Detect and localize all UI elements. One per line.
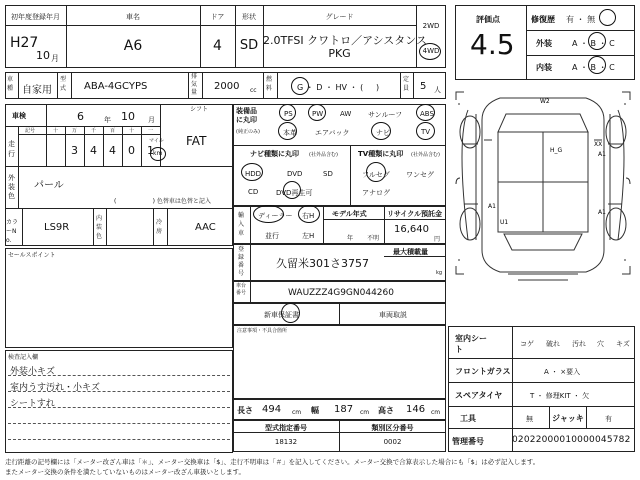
car-name: A6: [123, 38, 143, 54]
eq-pw: PW: [312, 110, 324, 118]
chassis-label: 車台番号: [236, 283, 247, 296]
recycle-unit: 円: [434, 236, 441, 243]
eq-tv: TV: [421, 128, 431, 136]
mileage-unit-header: 百: [109, 128, 115, 134]
mileage-digit: 3: [71, 144, 78, 157]
nav-sd: SD: [323, 170, 333, 178]
eq-ps-circle: [279, 104, 296, 121]
capacity-unit: 人: [434, 86, 441, 94]
mileage-digit: 1: [147, 144, 154, 157]
grade-label: グレード: [325, 13, 354, 21]
diagram-mark-a1-b: A1: [488, 203, 496, 210]
spare-tire-label: スペアタイヤ: [455, 391, 503, 400]
nav-hdd: HDD: [245, 170, 262, 178]
tv-type-note: (社外品含む): [411, 152, 440, 158]
mileage-note-label: 記号: [25, 128, 36, 134]
first-reg-label: 初年度登録年月: [11, 13, 60, 21]
doors: 4: [213, 38, 222, 54]
eq-sunroof: サンルーフ: [368, 111, 403, 119]
diagram-mark-u1: U1: [500, 219, 509, 226]
eq-abs: ABS: [420, 110, 434, 118]
import-right: 右H: [302, 212, 315, 220]
seat-label: 室内シート: [455, 334, 487, 354]
nav-dvd: DVD: [287, 170, 303, 178]
mileage-unit-header: 十: [52, 128, 58, 134]
nav-type-note: (社外品含む): [309, 152, 338, 158]
eq-tv-circle: [416, 122, 435, 140]
notes-label: 注意事項・不具合箇所: [237, 328, 288, 334]
exterior-color-label: 外装色: [8, 174, 15, 200]
first-reg-month-unit: 月: [51, 54, 59, 63]
sales-point-label: セールスポイント: [8, 252, 56, 259]
model-year-unit: 年: [347, 235, 354, 242]
car-name-label: 車名: [126, 13, 140, 21]
height-label: 高さ: [378, 406, 394, 415]
mileage-unit-header: 千: [90, 128, 96, 134]
shift: FAT: [186, 134, 207, 148]
grade-line2: PKG: [328, 47, 351, 60]
nav-type-label: ナビ種類に丸印: [250, 150, 299, 158]
class-label: 類別区分番号: [371, 424, 414, 432]
eq-leather-circle: [278, 122, 297, 140]
warranty-record: 車両取説: [379, 311, 407, 319]
max-load-unit: kg: [436, 270, 443, 276]
height-unit: cm: [431, 409, 441, 416]
recycle-value: 16,640: [394, 224, 429, 235]
eq-airbag: エアバック: [315, 129, 350, 137]
usage: 自家用: [22, 85, 52, 96]
fuel-label: 燃料: [266, 76, 273, 92]
eq-leather: 本革: [283, 129, 297, 137]
ac: AAC: [195, 222, 216, 233]
2wd-label: 2WD: [422, 22, 440, 30]
registration-value: 久留米301さ3757: [276, 257, 369, 270]
nav-dvd-play-circle: [283, 181, 301, 199]
model-year-label: モデル年式: [332, 210, 367, 218]
capacity: 5: [420, 81, 427, 92]
designation-label: 型式指定番号: [265, 424, 307, 432]
shape: SD: [239, 38, 259, 53]
designation-value: 18132: [274, 438, 298, 446]
eq-navi: ナビ: [376, 129, 390, 137]
import-left: 左H: [302, 232, 315, 240]
notes-box: [233, 325, 446, 399]
interior-b-circle: [588, 56, 606, 74]
inspection-month-unit: 月: [148, 116, 155, 124]
nav-hdd-circle: [241, 163, 263, 181]
length-label: 長さ: [237, 406, 253, 415]
interior-grade-options: A ・ B ・ C: [572, 63, 615, 72]
tools-value: 無: [526, 415, 533, 423]
color-no: LS9R: [44, 222, 70, 233]
class-value: 0002: [383, 438, 402, 446]
capacity-label: 定員: [403, 76, 410, 92]
mileage-digit: 4: [90, 144, 97, 157]
score-value: 4.5: [470, 28, 515, 61]
seat-item-5: キズ: [616, 340, 630, 348]
front-glass-options: A ・ ×要入: [544, 368, 581, 376]
import-right-circle: [298, 205, 320, 223]
equipment-sublabel: (純正のみ): [236, 129, 260, 135]
score-label: 評価点: [476, 15, 500, 24]
registration-label: 登録番号: [238, 246, 245, 277]
shift-label: シフト: [190, 106, 209, 113]
inspection-year: 6: [77, 110, 84, 123]
cc-unit: cc: [250, 87, 257, 94]
interior-grade-label: 内装: [536, 63, 552, 72]
tv-fullseg: フルセグ: [362, 171, 390, 179]
seat-item-3: 汚れ: [572, 340, 586, 348]
tv-type-label: TV種類に丸印: [358, 150, 404, 158]
equipment-label: 装備品に丸印: [236, 107, 257, 124]
mile-label: マイル: [149, 138, 164, 144]
door-label: ドア: [210, 13, 225, 21]
width-unit: cm: [360, 409, 370, 416]
length-unit: cm: [292, 409, 302, 416]
width-label: 幅: [311, 406, 319, 415]
shape-label: 形状: [242, 13, 256, 21]
import-parallel: 並行: [265, 232, 279, 240]
chassis-value: WAUZZZ4G9GN044260: [288, 288, 394, 298]
footer-line-2: またメーター交換の条件を満たしていないものはメーター改ざん車扱いとします。: [5, 468, 245, 476]
repair-label: 修復歴: [531, 15, 555, 24]
diagram-mark-a1-a: A1: [598, 151, 606, 158]
color-change-note: ( ) 色替車は色替と記入: [114, 198, 211, 205]
first-reg-month: 10: [36, 49, 50, 62]
exterior-grade-options: A ・ B ・ C: [572, 39, 615, 48]
width: 187: [334, 404, 354, 415]
tv-fullseg-circle: [366, 162, 386, 182]
color-no-label: カラーNo.: [6, 219, 19, 244]
inspection-label: 車検: [12, 112, 26, 120]
mileage-label: 走行: [8, 140, 15, 158]
mileage-digit: 4: [109, 144, 116, 157]
seat-item-2: 破れ: [546, 340, 560, 348]
km-label: km: [153, 150, 163, 157]
fuel-g-circle: [291, 77, 309, 95]
diagram-mark-hg: H_G: [550, 147, 563, 154]
seat-item-1: コゲ: [520, 340, 534, 348]
mileage-unit-header: 万: [71, 128, 77, 134]
jack-label: ジャッキ: [552, 414, 584, 423]
mileage-unit-header: 一: [147, 128, 153, 134]
eq-navi-circle: [371, 122, 391, 140]
model-year-unknown: 不明: [367, 235, 380, 242]
fuel-options: G ・ D ・ HV ・ ( ): [297, 83, 380, 92]
jack-value: 有: [605, 415, 612, 423]
management-label: 管理番号: [452, 437, 484, 446]
ac-label: 冷房: [156, 219, 163, 235]
car-diagram: [448, 84, 638, 324]
import-label: 輸入車: [238, 212, 245, 237]
cc-label: 排気量: [191, 73, 198, 96]
sales-point-box: [5, 248, 233, 348]
type: ABA-4GCYPS: [84, 81, 148, 92]
diagram-mark-xx: XX: [594, 141, 603, 148]
length: 494: [262, 404, 282, 415]
first-reg-year: H27: [10, 35, 39, 51]
exterior-grade-label: 外装: [536, 39, 552, 48]
warranty-book: 新車保証書: [264, 311, 299, 319]
tv-analog: アナログ: [362, 189, 390, 197]
warranty-circle: [281, 303, 300, 323]
management-value: 02022000010000045782: [512, 435, 631, 445]
footer-line-1: 走行距離の記号欄には「メーター改ざん車は「＊」、メーター交換車は「$」、走行不明車は「＃」を記入してください。メーター交換で合算表示した場合にも「$」は必ず記入します。: [5, 458, 540, 466]
tools-label: 工具: [460, 414, 476, 423]
inspection-month: 10: [121, 110, 135, 123]
eq-ps: PS: [284, 110, 293, 118]
inspector-note-3: シートすれ: [10, 399, 55, 409]
front-glass-label: フロントガラス: [455, 367, 511, 376]
nav-dvd-play: DVD再生可: [276, 189, 313, 197]
mileage-digit: 0: [128, 144, 135, 157]
4wd-value: 4WD: [422, 47, 440, 55]
inspection-year-unit: 年: [104, 116, 111, 124]
eq-abs-circle: [416, 104, 435, 121]
seat-item-4: 穴: [597, 340, 604, 348]
spare-tire-options: T ・ 修理KIT ・ 欠: [530, 392, 590, 400]
repair-options: 有 ・ 無: [566, 15, 596, 24]
nav-cd: CD: [248, 188, 259, 196]
recycle-label: リサイクル預託金: [387, 210, 443, 218]
interior-color-label: 内装色: [96, 215, 103, 240]
diagram-mark-a1-c: A1: [598, 209, 606, 216]
inspector-note-2: 室内うす汚れ・小キズ: [10, 383, 100, 393]
tv-oneseg: ワンセグ: [406, 171, 434, 179]
diagram-mark-w2: W2: [540, 98, 550, 105]
inspector-notes-label: 検査記入欄: [8, 354, 39, 361]
cc: 2000: [214, 81, 240, 92]
import-dealer: ディーラー: [258, 212, 293, 220]
height: 146: [406, 404, 426, 415]
repair-none-circle: [599, 9, 616, 26]
eq-pw-circle: [308, 104, 326, 121]
max-load-label: 最大積載量: [393, 248, 428, 256]
exterior-color: パール: [34, 180, 64, 191]
eq-aw: AW: [340, 110, 352, 118]
exterior-b-circle: [588, 32, 606, 50]
mileage-unit-header: 十: [128, 128, 134, 134]
grade-line1: 2.0TFSI クワトロ／アシスタンス: [263, 34, 427, 47]
inspector-note-1: 外装小キズ: [10, 367, 55, 377]
import-dealer-circle: [253, 205, 284, 223]
usage-label: 車種: [7, 76, 14, 92]
type-label: 型式: [60, 76, 67, 92]
